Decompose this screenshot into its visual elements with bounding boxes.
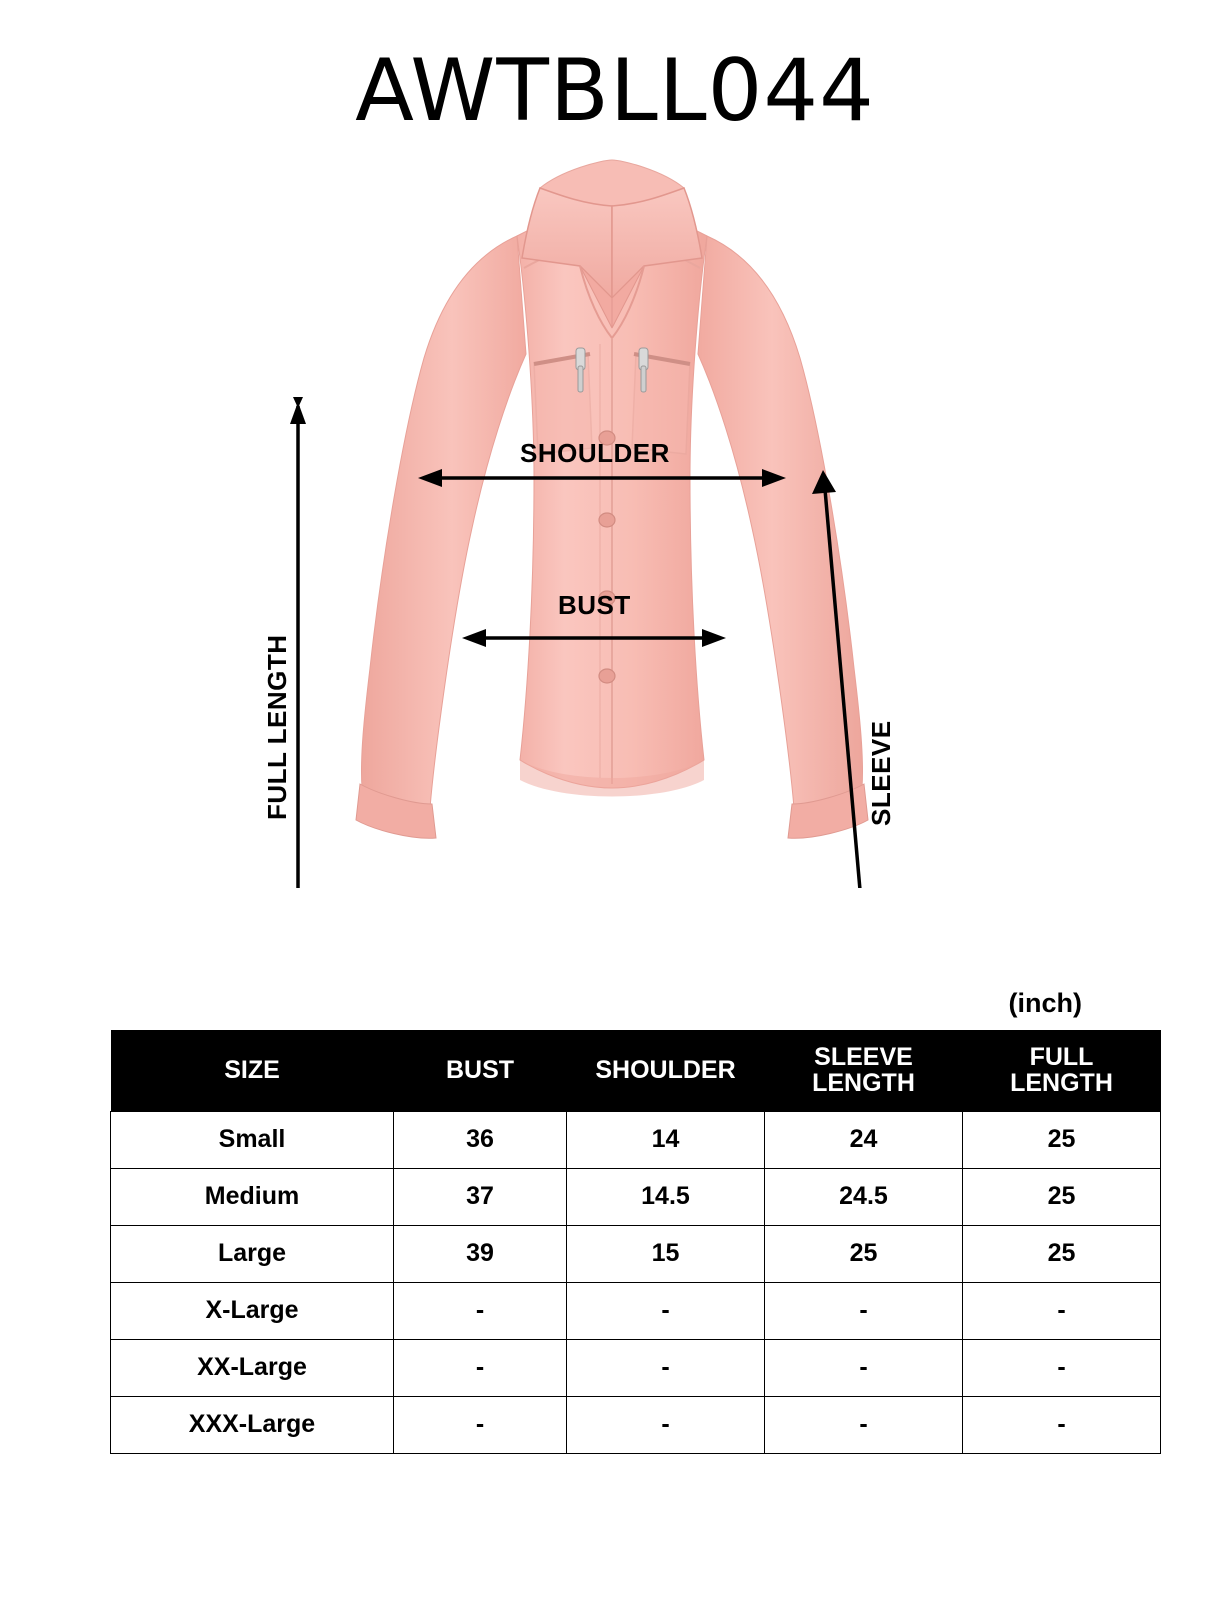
- cell-bust: 37: [394, 1168, 567, 1225]
- cell-shoulder: 14: [567, 1111, 765, 1168]
- cell-size: Small: [111, 1111, 394, 1168]
- table-row: [111, 1225, 1161, 1282]
- cell-full: -: [963, 1282, 1161, 1339]
- measurement-arrows: [0, 148, 1230, 888]
- cell-sleeve: 25: [765, 1225, 963, 1282]
- header-shoulder: SHOULDER: [567, 1030, 765, 1111]
- cell-full: -: [963, 1339, 1161, 1396]
- cell-shoulder: 15: [567, 1225, 765, 1282]
- page-title: AWTBLL044: [355, 41, 875, 141]
- table-row: [111, 1282, 1161, 1339]
- cell-full: 25: [963, 1111, 1161, 1168]
- cell-shoulder: -: [567, 1339, 765, 1396]
- cell-full: 25: [963, 1225, 1161, 1282]
- size-diagram: [0, 148, 1230, 888]
- cell-bust: 36: [394, 1111, 567, 1168]
- cell-sleeve: 24.5: [765, 1168, 963, 1225]
- header-size: SIZE: [111, 1030, 394, 1111]
- header-sleeve-length-line2: LENGTH: [812, 1069, 915, 1098]
- cell-size: Medium: [111, 1168, 394, 1225]
- header-full-length-line1: FULL: [1029, 1043, 1094, 1071]
- label-shoulder: SHOULDER: [520, 438, 670, 468]
- cell-shoulder: 14.5: [567, 1168, 765, 1225]
- label-bust: BUST: [558, 590, 631, 620]
- cell-bust: -: [394, 1282, 567, 1339]
- units-note: (inch): [1008, 988, 1082, 1018]
- table-header-row: [111, 1030, 1161, 1111]
- cell-full: 25: [963, 1168, 1161, 1225]
- header-sleeve-length: [765, 1030, 963, 1111]
- table-row: [111, 1168, 1161, 1225]
- header-full-length: [963, 1030, 1161, 1111]
- cell-shoulder: -: [567, 1396, 765, 1453]
- cell-full: -: [963, 1396, 1161, 1453]
- table-row: [111, 1396, 1161, 1453]
- cell-sleeve: -: [765, 1282, 963, 1339]
- cell-size: XXX-Large: [111, 1396, 394, 1453]
- cell-bust: 39: [394, 1225, 567, 1282]
- cell-shoulder: -: [567, 1282, 765, 1339]
- cell-size: Large: [111, 1225, 394, 1282]
- cell-bust: -: [394, 1339, 567, 1396]
- cell-size: XX-Large: [111, 1339, 394, 1396]
- cell-sleeve: 24: [765, 1111, 963, 1168]
- cell-bust: -: [394, 1396, 567, 1453]
- header-bust: BUST: [394, 1030, 567, 1111]
- cell-sleeve: -: [765, 1339, 963, 1396]
- header-sleeve-length-line1: SLEEVE: [814, 1043, 913, 1071]
- cell-size: X-Large: [111, 1282, 394, 1339]
- label-sleeve: SLEEVE: [866, 720, 896, 826]
- label-full-length: FULL LENGTH: [262, 634, 292, 820]
- size-chart-table: [110, 1030, 1120, 1454]
- cell-sleeve: -: [765, 1396, 963, 1453]
- table-row: [111, 1111, 1161, 1168]
- header-full-length-line2: LENGTH: [1010, 1069, 1113, 1098]
- table-row: [111, 1339, 1161, 1396]
